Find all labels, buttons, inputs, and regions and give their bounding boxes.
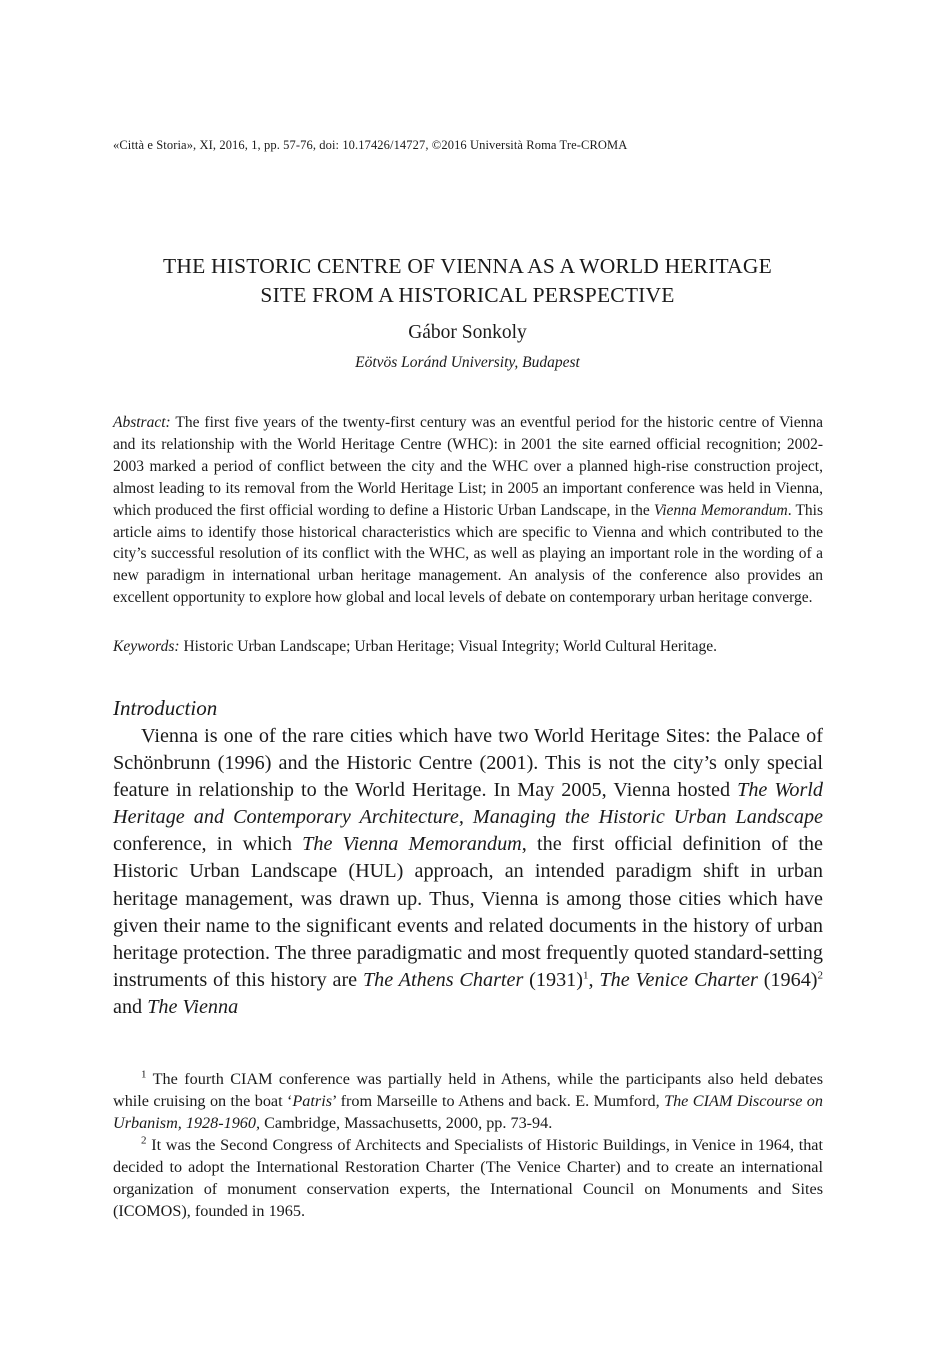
footnote-1 — [113, 1068, 823, 1134]
abstract-label: Abstract: — [113, 414, 171, 431]
keywords-text: Historic Urban Landscape; Urban Heritage; Visual Integrity; World Cultural Heritage. — [179, 638, 718, 655]
body-paragraph — [113, 723, 823, 1021]
footnote-ref-2[interactable]: 2 — [817, 969, 824, 982]
footnote-number: 2 — [141, 1134, 147, 1147]
body-italic: The Vienna — [147, 995, 239, 1018]
author-name: Gábor Sonkoly — [408, 322, 527, 343]
footnote-text: The fourth CIAM conference was partially held in Athens, while the participants also held debates while cruising on the boat ‘ — [113, 1070, 823, 1110]
body-italic: The Vienna Memorandum — [302, 833, 522, 856]
article-title — [100, 252, 835, 310]
section-heading-introduction: Introduction — [113, 696, 218, 720]
footnotes — [113, 1068, 823, 1222]
body-text: conference, in which — [113, 833, 303, 856]
keywords-label: Keywords: — [113, 638, 180, 655]
body-text: (1964) — [757, 968, 818, 991]
body-italic: The Athens Charter — [362, 968, 524, 991]
abstract — [113, 412, 823, 609]
body-italic: The World Heritage and Contemporary Architecture, Managing the Historic Urban Landscape — [113, 779, 823, 829]
footnote-number: 1 — [141, 1068, 147, 1081]
footnote-text: ’ from Marseille to Athens and back. E. Mumford, — [332, 1092, 665, 1110]
body-text: and — [113, 995, 148, 1018]
body-text: , the first official definition of the Historic Urban Landscape (HUL) approach, an intended paradigm shift in urban heritage management, was drawn up. Thus, Vienna is among those cities which have given their name to the significant events and related documents in the history of urban heritage protection. The three paradigmatic and most frequently quoted standard-setting instruments of this history are — [113, 833, 823, 991]
footnote-2 — [113, 1134, 823, 1222]
abstract-text-1: The first five years of the twenty-first century was an eventful period for the historic centre of Vienna and its relationship with the World Heritage Centre (WHC): in 2001 the site earned official recognition; 2002-2003 marked a period of conflict between the city and the WHC over a planned high-rise construction project, almost leading to its removal from the World Heritage List; in 2005 an important conference was held in Vienna, which produced the first official wording to define a Historic Urban Landscape, in the — [113, 414, 823, 519]
keywords — [113, 636, 823, 658]
body-text: Vienna is one of the rare cities which have two World Heritage Sites: the Palace of Schönbrunn (1996) and the Historic Centre (2001). This is not the city’s only special feature in relationship to the World Heritage. In May 2005, Vienna hosted — [113, 725, 823, 802]
abstract-italic: Vienna Memorandum — [653, 501, 788, 519]
body-text: (1931) — [523, 968, 584, 991]
footnote-italic: The CIAM Discourse on Urbanism, 1928-1960, — [113, 1092, 823, 1132]
abstract-text-2: . This article aims to identify those historical characteristics which are specific to Vienna and which contributed to the city’s successful resolution of its conflict with the WHC, as well as playing an important role in the wording of a new paradigm in international urban heritage management. An analysis of the conference also provides an excellent opportunity to explore how global and local levels of debate on contemporary urban heritage converge. — [113, 501, 823, 607]
footnote-text: It was the Second Congress of Architects and Specialists of Historic Buildings, in Venice in 1964, that decided to adopt the International Restoration Charter (The Venice Charter) and to create an international organization of monument conservation experts, the International Council on Monuments and Sites (ICOMOS), founded in 1965. — [113, 1136, 823, 1220]
title-line-1: THE HISTORIC CENTRE OF VIENNA AS A WORLD HERITAGE — [163, 254, 772, 278]
footnote-ref-1[interactable]: 1 — [583, 969, 589, 982]
footnote-italic: Patris — [292, 1092, 332, 1110]
title-line-2: SITE FROM A HISTORICAL PERSPECTIVE — [260, 283, 675, 307]
footnote-text: Cambridge, Massachusetts, 2000, pp. 73-94. — [260, 1114, 553, 1132]
body-italic: The Venice Charter — [599, 968, 758, 991]
body-text: , — [588, 968, 600, 991]
running-head: «Città e Storia», XI, 2016, 1, pp. 57-76, doi: 10.17426/14727, ©2016 Università Roma Tre-CROMA — [113, 138, 628, 152]
author-affiliation: Eötvös Loránd University, Budapest — [355, 354, 580, 371]
